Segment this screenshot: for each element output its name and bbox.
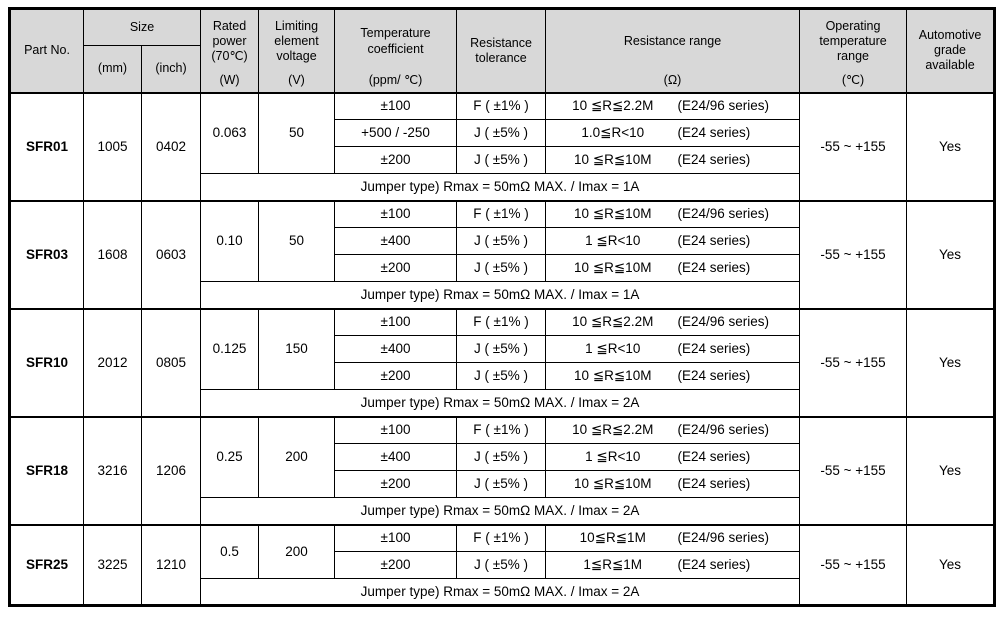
tolerance-cell: J ( ±5% ) xyxy=(457,444,546,471)
part-no-cell: SFR03 xyxy=(10,201,84,309)
limiting-voltage-cell: 50 xyxy=(259,93,335,174)
series-label: (E24/96 series) xyxy=(677,314,770,330)
header-resistance-range xyxy=(546,9,800,93)
range-expression: 1 ≦R<10 xyxy=(585,449,641,465)
resistance-range-cell xyxy=(546,228,800,255)
tolerance-cell: F ( ±1% ) xyxy=(457,201,546,228)
automotive-cell: Yes xyxy=(907,417,995,525)
header-operating-temp-label: Operating temperature range xyxy=(819,18,887,64)
spec-table xyxy=(8,7,996,607)
table-row xyxy=(10,525,995,552)
resistance-range-cell xyxy=(546,525,800,552)
resistance-range-cell xyxy=(546,120,800,147)
range-expression: 10 ≦R≦10M xyxy=(574,152,652,168)
part-no-cell: SFR10 xyxy=(10,309,84,417)
header-part-no: Part No. xyxy=(10,9,84,93)
size-mm-cell: 3216 xyxy=(84,417,142,525)
range-expression: 10 ≦R≦2.2M xyxy=(572,314,654,330)
resistance-range-cell xyxy=(546,552,800,579)
series-label: (E24/96 series) xyxy=(677,98,770,114)
tolerance-cell: F ( ±1% ) xyxy=(457,309,546,336)
series-label: (E24 series) xyxy=(677,476,751,492)
temp-coefficient-cell: ±400 xyxy=(335,336,457,363)
jumper-note-cell: Jumper type) Rmax = 50mΩ MAX. / Imax = 1A xyxy=(201,174,800,201)
header-resistance-range-unit: (Ω) xyxy=(663,72,682,87)
limiting-voltage-cell: 200 xyxy=(259,525,335,579)
range-expression: 10 ≦R≦10M xyxy=(574,368,652,384)
series-label: (E24 series) xyxy=(677,260,751,276)
header-limiting-voltage xyxy=(259,9,335,93)
resistance-range-cell xyxy=(546,471,800,498)
size-mm-cell: 3225 xyxy=(84,525,142,606)
size-inch-cell: 0603 xyxy=(142,201,201,309)
op-temp-cell: -55 ~ +155 xyxy=(800,309,907,417)
tolerance-cell: F ( ±1% ) xyxy=(457,93,546,120)
part-no-cell: SFR01 xyxy=(10,93,84,201)
automotive-cell: Yes xyxy=(907,309,995,417)
temp-coefficient-cell: ±100 xyxy=(335,201,457,228)
jumper-note-cell: Jumper type) Rmax = 50mΩ MAX. / Imax = 2A xyxy=(201,579,800,606)
automotive-cell: Yes xyxy=(907,201,995,309)
header-rated-power-unit: (W) xyxy=(219,72,240,87)
header-resistance-tolerance: Resistance tolerance xyxy=(457,9,546,93)
resistance-range-cell xyxy=(546,444,800,471)
resistance-range-cell xyxy=(546,417,800,444)
temp-coefficient-cell: +500 / -250 xyxy=(335,120,457,147)
range-expression: 1.0≦R<10 xyxy=(581,125,645,141)
tolerance-cell: J ( ±5% ) xyxy=(457,471,546,498)
table-row xyxy=(10,309,995,336)
size-mm-cell: 1005 xyxy=(84,93,142,201)
rated-power-cell: 0.5 xyxy=(201,525,259,579)
table-header xyxy=(10,9,995,93)
header-rated-power-stack xyxy=(203,11,256,91)
part-block-sfr01 xyxy=(10,93,995,201)
part-block-sfr25 xyxy=(10,525,995,606)
header-limiting-voltage-label: Limiting element voltage xyxy=(274,18,319,64)
tolerance-cell: F ( ±1% ) xyxy=(457,417,546,444)
range-expression: 10 ≦R≦2.2M xyxy=(572,422,654,438)
resistance-range-cell xyxy=(546,201,800,228)
rated-power-cell: 0.063 xyxy=(201,93,259,174)
jumper-note-cell: Jumper type) Rmax = 50mΩ MAX. / Imax = 1A xyxy=(201,282,800,309)
size-mm-cell: 1608 xyxy=(84,201,142,309)
part-no-cell: SFR18 xyxy=(10,417,84,525)
tolerance-cell: J ( ±5% ) xyxy=(457,336,546,363)
range-expression: 10 ≦R≦10M xyxy=(574,260,652,276)
table-row xyxy=(10,201,995,228)
range-expression: 10 ≦R≦2.2M xyxy=(572,98,654,114)
header-operating-temp xyxy=(800,9,907,93)
range-expression: 10≦R≦1M xyxy=(579,530,646,546)
series-label: (E24 series) xyxy=(677,449,751,465)
temp-coefficient-cell: ±100 xyxy=(335,525,457,552)
size-inch-cell: 1210 xyxy=(142,525,201,606)
part-block-sfr10 xyxy=(10,309,995,417)
jumper-note-cell: Jumper type) Rmax = 50mΩ MAX. / Imax = 2A xyxy=(201,390,800,417)
size-mm-cell: 2012 xyxy=(84,309,142,417)
part-block-sfr18 xyxy=(10,417,995,525)
jumper-note-cell: Jumper type) Rmax = 50mΩ MAX. / Imax = 2A xyxy=(201,498,800,525)
header-rated-power-label: Rated power (70℃) xyxy=(211,18,248,64)
op-temp-cell: -55 ~ +155 xyxy=(800,93,907,201)
tolerance-cell: J ( ±5% ) xyxy=(457,255,546,282)
header-size-inch: (inch) xyxy=(142,46,201,93)
header-automotive-grade: Automotive grade available xyxy=(907,9,995,93)
range-expression: 10 ≦R≦10M xyxy=(574,206,652,222)
temp-coefficient-cell: ±100 xyxy=(335,93,457,120)
resistance-range-cell xyxy=(546,363,800,390)
tolerance-cell: J ( ±5% ) xyxy=(457,147,546,174)
temp-coefficient-cell: ±200 xyxy=(335,552,457,579)
rated-power-cell: 0.10 xyxy=(201,201,259,282)
header-resistance-range-label: Resistance range xyxy=(623,34,722,48)
resistance-range-cell xyxy=(546,336,800,363)
series-label: (E24 series) xyxy=(677,368,751,384)
header-size-mm: (mm) xyxy=(84,46,142,93)
header-temp-coefficient-unit: (ppm/ ℃) xyxy=(368,72,423,87)
series-label: (E24 series) xyxy=(677,233,751,249)
resistance-range-cell xyxy=(546,93,800,120)
resistance-range-cell xyxy=(546,309,800,336)
temp-coefficient-cell: ±400 xyxy=(335,228,457,255)
header-temp-coefficient xyxy=(335,9,457,93)
header-temp-coefficient-label: Temperature coefficient xyxy=(360,26,431,56)
range-expression: 10 ≦R≦10M xyxy=(574,476,652,492)
header-size: Size xyxy=(84,9,201,46)
header-resistance-range-stack xyxy=(548,11,797,91)
op-temp-cell: -55 ~ +155 xyxy=(800,201,907,309)
table-row xyxy=(10,417,995,444)
limiting-voltage-cell: 50 xyxy=(259,201,335,282)
series-label: (E24 series) xyxy=(677,152,751,168)
tolerance-cell: J ( ±5% ) xyxy=(457,363,546,390)
temp-coefficient-cell: ±200 xyxy=(335,147,457,174)
limiting-voltage-cell: 200 xyxy=(259,417,335,498)
part-block-sfr03 xyxy=(10,201,995,309)
header-row-1 xyxy=(10,9,995,46)
header-operating-temp-stack xyxy=(802,11,904,91)
series-label: (E24/96 series) xyxy=(677,422,770,438)
rated-power-cell: 0.125 xyxy=(201,309,259,390)
tolerance-cell: J ( ±5% ) xyxy=(457,552,546,579)
temp-coefficient-cell: ±100 xyxy=(335,417,457,444)
temp-coefficient-cell: ±200 xyxy=(335,255,457,282)
tolerance-cell: J ( ±5% ) xyxy=(457,120,546,147)
op-temp-cell: -55 ~ +155 xyxy=(800,525,907,606)
header-limiting-voltage-stack xyxy=(261,11,332,91)
header-operating-temp-unit: (℃) xyxy=(841,72,865,87)
automotive-cell: Yes xyxy=(907,93,995,201)
tolerance-cell: F ( ±1% ) xyxy=(457,525,546,552)
size-inch-cell: 1206 xyxy=(142,417,201,525)
series-label: (E24/96 series) xyxy=(677,530,770,546)
temp-coefficient-cell: ±200 xyxy=(335,471,457,498)
rated-power-cell: 0.25 xyxy=(201,417,259,498)
header-limiting-voltage-unit: (V) xyxy=(288,72,305,87)
tolerance-cell: J ( ±5% ) xyxy=(457,228,546,255)
header-rated-power xyxy=(201,9,259,93)
temp-coefficient-cell: ±200 xyxy=(335,363,457,390)
resistance-range-cell xyxy=(546,147,800,174)
series-label: (E24 series) xyxy=(677,557,751,573)
part-no-cell: SFR25 xyxy=(10,525,84,606)
temp-coefficient-cell: ±400 xyxy=(335,444,457,471)
resistance-range-cell xyxy=(546,255,800,282)
table-row xyxy=(10,93,995,120)
size-inch-cell: 0402 xyxy=(142,93,201,201)
size-inch-cell: 0805 xyxy=(142,309,201,417)
series-label: (E24 series) xyxy=(677,341,751,357)
automotive-cell: Yes xyxy=(907,525,995,606)
range-expression: 1 ≦R<10 xyxy=(585,233,641,249)
series-label: (E24 series) xyxy=(677,125,751,141)
header-temp-coefficient-stack xyxy=(337,11,454,91)
op-temp-cell: -55 ~ +155 xyxy=(800,417,907,525)
limiting-voltage-cell: 150 xyxy=(259,309,335,390)
series-label: (E24/96 series) xyxy=(677,206,770,222)
range-expression: 1 ≦R<10 xyxy=(585,341,641,357)
temp-coefficient-cell: ±100 xyxy=(335,309,457,336)
range-expression: 1≦R≦1M xyxy=(583,557,643,573)
